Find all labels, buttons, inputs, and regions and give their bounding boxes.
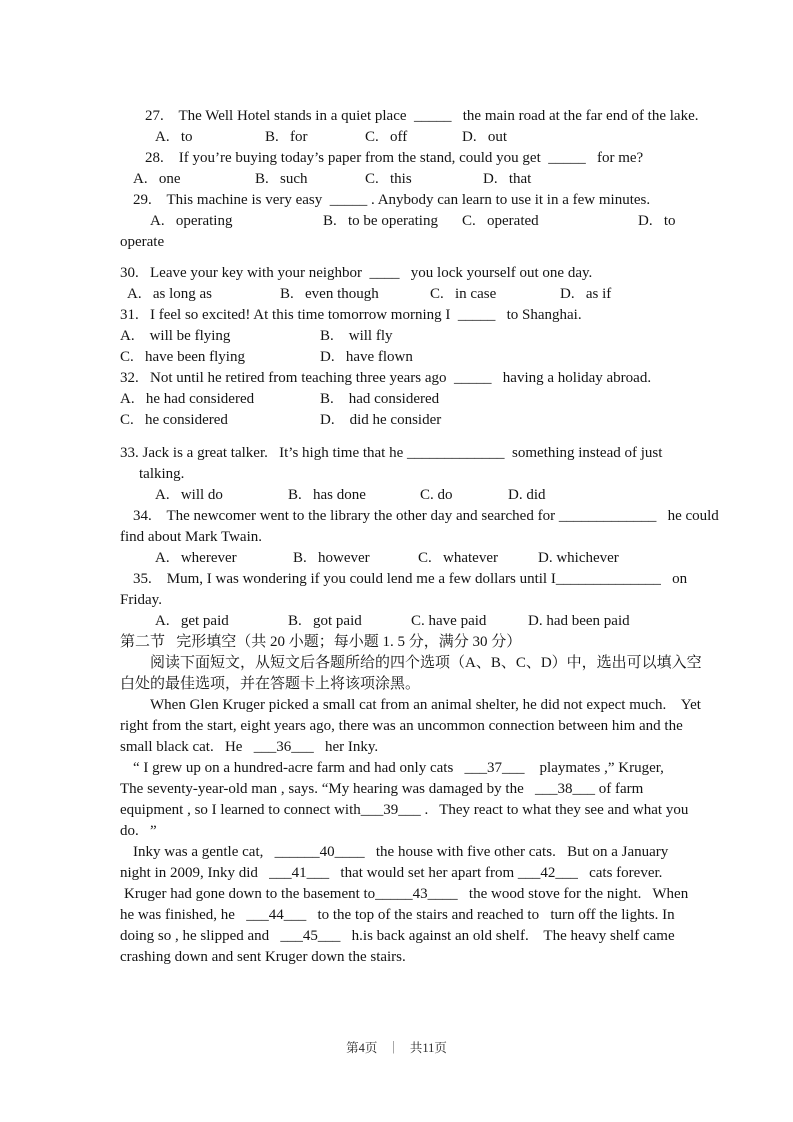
option-c: C. off bbox=[365, 129, 408, 145]
cloze-line: do. ” bbox=[120, 823, 157, 839]
option-a: A. get paid bbox=[155, 613, 229, 629]
q33-options bbox=[120, 485, 700, 506]
option-b: B. however bbox=[293, 550, 370, 566]
q34-stem: 34. The newcomer went to the library the other day and searched for _____________ he could bbox=[133, 508, 719, 524]
section2-instruction-1: 阅读下面短文，从短文后各题所给的四个选项（A、B、C、D）中，选出可以填入空 bbox=[150, 655, 702, 671]
q27-stem: 27. The Well Hotel stands in a quiet place _____ the main road at the far end of the lake. bbox=[145, 108, 699, 124]
option-b: B. got paid bbox=[288, 613, 362, 629]
cloze-line: crashing down and sent Kruger down the stairs. bbox=[120, 949, 406, 965]
option-a: A. as long as bbox=[127, 286, 212, 302]
option-d: D. did bbox=[508, 487, 546, 503]
q34-options bbox=[120, 548, 700, 569]
option-d: D. have flown bbox=[320, 349, 413, 365]
option-d: D. whichever bbox=[538, 550, 619, 566]
page-separator: ｜ bbox=[387, 1041, 400, 1055]
option-a: A. to bbox=[155, 129, 193, 145]
q32-options-cd bbox=[120, 410, 700, 431]
q27-options bbox=[120, 127, 700, 148]
q33-stem-continuation: talking. bbox=[139, 466, 185, 482]
cloze-line: small black cat. He ___36___ her Inky. bbox=[120, 739, 379, 755]
option-a: A. will do bbox=[155, 487, 223, 503]
option-d: D. did he consider bbox=[320, 412, 442, 428]
q33-stem: 33. Jack is a great talker. It’s high time that he _____________ something instead of just bbox=[120, 445, 663, 461]
cloze-line: equipment , so I learned to connect with___39___ . They react to what they see and what you bbox=[120, 802, 689, 818]
cloze-line: “ I grew up on a hundred-acre farm and had only cats ___37___ playmates ,” Kruger, bbox=[133, 760, 664, 776]
option-b: B. to be operating bbox=[323, 213, 438, 229]
q31-options-cd bbox=[120, 347, 700, 368]
option-a: A. he had considered bbox=[120, 391, 255, 407]
option-c: C. operated bbox=[462, 213, 539, 229]
option-a: A. operating bbox=[150, 213, 233, 229]
q34-stem-continuation: find about Mark Twain. bbox=[120, 529, 262, 545]
cloze-line: night in 2009, Inky did ___41___ that would set her apart from ___42___ cats forever. bbox=[120, 865, 663, 881]
option-a: A. one bbox=[133, 171, 181, 187]
option-d: D. out bbox=[462, 129, 507, 145]
q29-options bbox=[120, 211, 700, 232]
option-c: C. whatever bbox=[418, 550, 498, 566]
q31-stem: 31. I feel so excited! At this time tomorrow morning I _____ to Shanghai. bbox=[120, 307, 582, 323]
page-footer bbox=[0, 1038, 793, 1056]
option-b: B. for bbox=[265, 129, 308, 145]
section2-heading: 第二节 完形填空（共 20 小题；每小题 1. 5 分，满分 30 分） bbox=[120, 634, 522, 650]
option-c: C. he considered bbox=[120, 412, 228, 428]
option-b: B. such bbox=[255, 171, 308, 187]
cloze-line: he was finished, he ___44___ to the top of the stairs and reached to turn off the lights. In bbox=[120, 907, 675, 923]
option-d: D. that bbox=[483, 171, 532, 187]
q35-stem-continuation: Friday. bbox=[120, 592, 162, 608]
exam-content bbox=[120, 106, 719, 968]
cloze-line: right from the start, eight years ago, there was an uncommon connection between him and the bbox=[120, 718, 683, 734]
page-number: 第4页 bbox=[346, 1041, 378, 1055]
q29-stem: 29. This machine is very easy _____ . Anybody can learn to use it in a few minutes. bbox=[133, 192, 651, 208]
cloze-line: Kruger had gone down to the basement to_____43____ the wood stove for the night. When bbox=[124, 886, 689, 902]
q32-stem: 32. Not until he retired from teaching three years ago _____ having a holiday abroad. bbox=[120, 370, 652, 386]
q29-option-d-continuation: operate bbox=[120, 234, 165, 250]
option-d: D. had been paid bbox=[528, 613, 630, 629]
option-b: B. will fly bbox=[320, 328, 393, 344]
option-a: A. will be flying bbox=[120, 328, 231, 344]
option-c: C. do bbox=[420, 487, 453, 503]
q30-options bbox=[120, 284, 700, 305]
q31-options-ab bbox=[120, 326, 700, 347]
option-b: B. had considered bbox=[320, 391, 440, 407]
section2-instruction-2: 白处的最佳选项，并在答题卡上将该项涂黑。 bbox=[120, 676, 421, 692]
cloze-line: When Glen Kruger picked a small cat from an animal shelter, he did not expect much. Yet bbox=[150, 697, 701, 713]
option-c: C. in case bbox=[430, 286, 497, 302]
q30-stem: 30. Leave your key with your neighbor ____ you lock yourself out one day. bbox=[120, 265, 593, 281]
option-c: C. this bbox=[365, 171, 412, 187]
option-c: C. have been flying bbox=[120, 349, 245, 365]
option-b: B. has done bbox=[288, 487, 366, 503]
q35-stem: 35. Mum, I was wondering if you could lend me a few dollars until I______________ on bbox=[133, 571, 688, 587]
q32-options-ab bbox=[120, 389, 700, 410]
q28-options bbox=[120, 169, 700, 190]
cloze-line: The seventy-year-old man , says. “My hearing was damaged by the ___38___ of farm bbox=[120, 781, 644, 797]
option-a: A. wherever bbox=[155, 550, 237, 566]
option-d: D. to bbox=[638, 213, 676, 229]
cloze-line: Inky was a gentle cat, ______40____ the house with five other cats. But on a January bbox=[133, 844, 669, 860]
option-d: D. as if bbox=[560, 286, 612, 302]
cloze-line: doing so , he slipped and ___45___ h.is back against an old shelf. The heavy shelf came bbox=[120, 928, 675, 944]
option-c: C. have paid bbox=[411, 613, 487, 629]
q35-options bbox=[120, 611, 700, 632]
option-b: B. even though bbox=[280, 286, 379, 302]
q28-stem: 28. If you’re buying today’s paper from the stand, could you get _____ for me? bbox=[145, 150, 644, 166]
page-total: 共11页 bbox=[409, 1041, 447, 1055]
